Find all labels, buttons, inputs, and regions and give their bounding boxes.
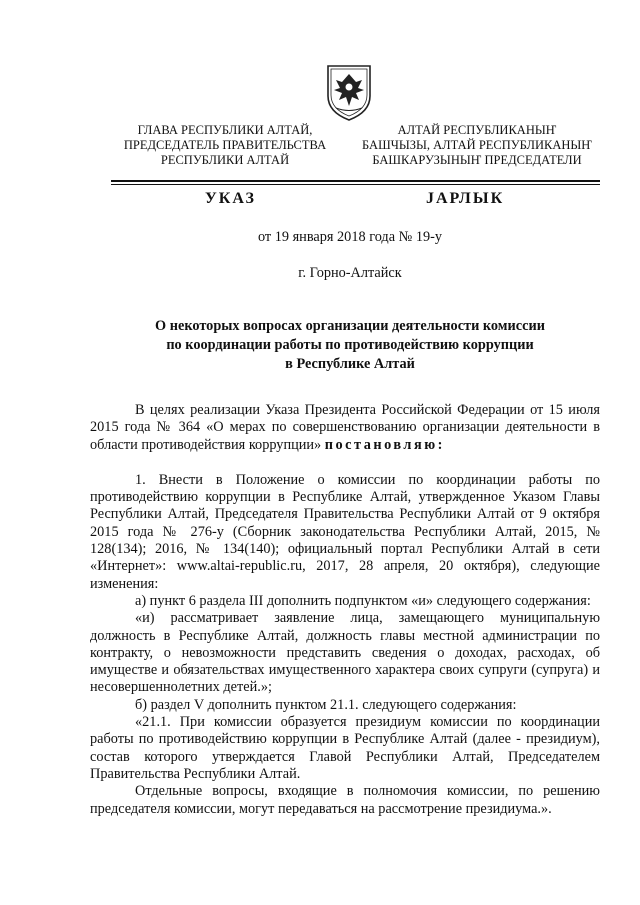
header-divider-thin xyxy=(111,184,600,185)
preamble xyxy=(90,402,600,454)
paragraph: «и) рассматривает заявление лица, замещающего муниципальную должность в Республике Алтай, должность главы местной администрации по контракту, о невозможности представить сведения о доходах, расходах, об имуществе и обязательствах имущественного характера своих супруги (супруга) и несовершеннолетних детей.»; xyxy=(90,610,600,696)
paragraph: Отдельные вопросы, входящие в полномочия комиссии, по решению председателя комиссии, могут передаваться на рассмотрение президиума.». xyxy=(90,783,600,817)
title-line: по координации работы по противодействию коррупции xyxy=(166,337,534,353)
doc-type-altai: JАРЛЫК xyxy=(426,190,505,207)
paragraph: б) раздел V дополнить пунктом 21.1. следующего содержания: xyxy=(135,696,517,713)
header-divider-thick xyxy=(111,180,600,182)
paragraph: «21.1. При комиссии образуется президиум комиссии по координации работы по противодействию коррупции в Республике Алтай (далее - президиум), состав которого утверждается Главой Республики Алтай, Председателем Правительства Республики Алтай. xyxy=(90,714,600,782)
issuer-line: ГЛАВА РЕСПУБЛИКИ АЛТАЙ, xyxy=(137,123,313,137)
doc-type-russian: УКАЗ xyxy=(205,190,256,207)
decree-title xyxy=(60,317,640,374)
issuer-line: БАШЧЫЗЫ, АЛТАЙ РЕСПУБЛИКАНЫҤ xyxy=(362,138,592,152)
title-line: в Республике Алтай xyxy=(285,356,415,372)
paragraph: 1. Внести в Положение о комиссии по координации работы по противодействию коррупции в Республике Алтай, утвержденное Указом Главы Республики Алтай, Председателя Правительства Республики Алтай от 9 октября 2015 года № 276-у (Сборник законодательства Республики Алтай, 2015, № 128(134); 2016, № 134(140); официальный портал Республики Алтай в сети «Интернет»: www.altai-republic.ru, 2017, 28 апреля, 20 октября), следующие изменения: xyxy=(90,471,600,592)
decree-date: от 19 января 2018 года № 19-у xyxy=(257,229,443,245)
preamble-text: В целях реализации Указа Президента Российской Федерации от 15 июля 2015 года № 364 «О мерах по совершенствованию организации деятельности в области противодействия коррупции» xyxy=(90,402,600,453)
issuer-line: ПРЕДСЕДАТЕЛЬ ПРАВИТЕЛЬСТВА xyxy=(123,138,327,152)
issuer-line: БАШКАРУЗЫНЫҤ ПРЕДСЕДАТЕЛИ xyxy=(372,153,582,167)
issuer-line: АЛТАЙ РЕСПУБЛИКАНЫҤ xyxy=(397,123,557,137)
issuer-line: РЕСПУБЛИКИ АЛТАЙ xyxy=(160,153,290,167)
coat-of-arms-icon xyxy=(322,60,376,122)
decree-body xyxy=(90,402,600,818)
issuer-altai xyxy=(356,123,598,168)
decree-city: г. Горно-Алтайск xyxy=(298,265,402,281)
paragraph: а) пункт 6 раздела III дополнить подпунктом «и» следующего содержания: xyxy=(135,592,591,609)
issuer-russian xyxy=(122,123,328,168)
title-line: О некоторых вопросах организации деятельности комиссии xyxy=(155,318,545,334)
preamble-keyword: постановляю: xyxy=(324,436,445,453)
